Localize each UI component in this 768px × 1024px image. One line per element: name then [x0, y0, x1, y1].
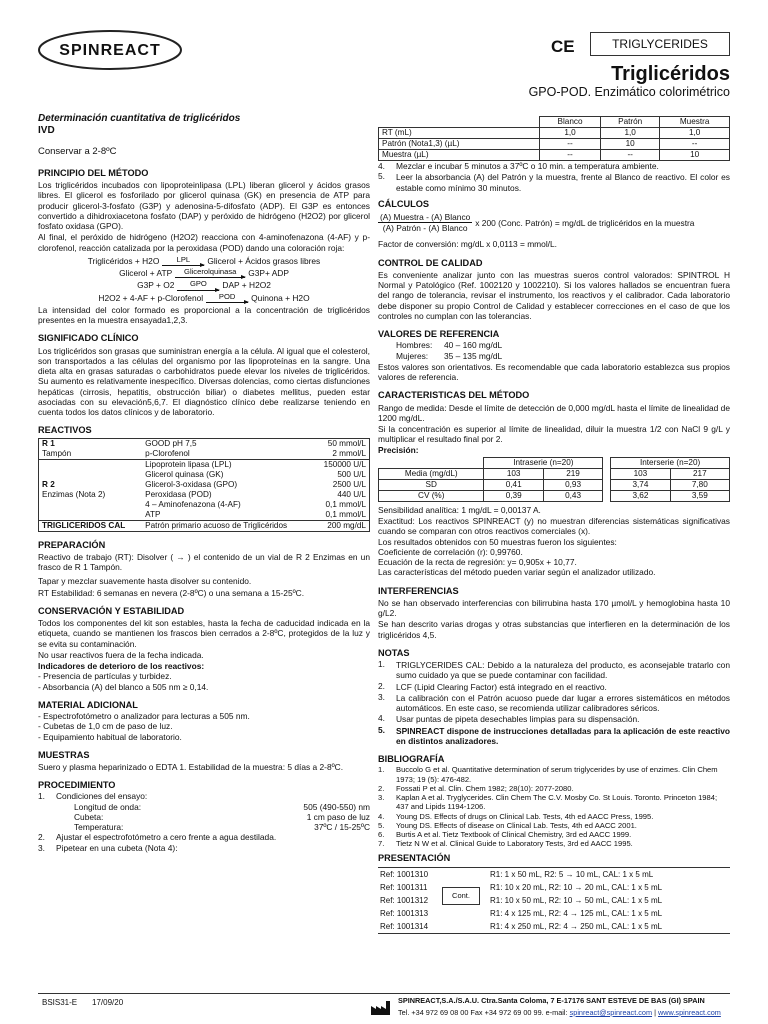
calc-denominator: (A) Patrón - (A) Blanco	[382, 223, 468, 234]
table-row: 4 – Aminofenazona (4-AF) 0,1 mmol/L	[145, 499, 366, 509]
conservacion-text: Todos los componentes del kit son estables, hasta la fecha de caducidad indicada en la etiqueta, cuando se mantienen los frascos bien cerrados a 2-8ºC, protegidos de la luz y se evita su contaminación.	[38, 618, 370, 649]
deterioro-heading: Indicadores de deterioro de los reactivos:	[38, 661, 205, 672]
condition-row: Longitud de onda: 505 (490-550) nm	[74, 801, 370, 812]
significado-heading: SIGNIFICADO CLÍNICO	[38, 333, 139, 344]
deterioro-item: - Presencia de partículas y turbidez.	[38, 671, 172, 682]
doc-title: Determinación cuantitativa de triglicéridos	[38, 113, 241, 124]
list-item: 5. Young DS. Effects of disease on Clinical Lab. Tests, 4th ed AACC 2001.	[378, 820, 637, 830]
conversion-factor: Factor de conversión: mg/dL x 0,0113 = mmol/L.	[378, 239, 557, 250]
table-row: CV (%) 0,39 0,43 3,62 3,59	[379, 490, 730, 501]
company-address: SPINREACT,S.A./S.A.U. Ctra.Santa Coloma, 7 E-17176 SANT ESTEVE DE BAS (GI) SPAIN	[398, 996, 705, 1005]
arrow-icon: LPL	[162, 255, 204, 266]
list-item: 1. Condiciones del ensayo:	[38, 791, 148, 802]
doc-date: 17/09/20	[92, 998, 124, 1007]
preparacion-heading: PREPARACIÓN	[38, 539, 106, 550]
deterioro-item: - Absorbancia (A) del blanco a 505 nm ≥ 0,14.	[38, 681, 209, 692]
arrow-icon: Glicerolquinasa	[175, 267, 245, 278]
list-item: 5. Leer la absorbancia (A) del Patrón y la muestra, frente al Blanco de reactivo. El color es estable como mínimo 30 minutos.	[378, 171, 730, 193]
preparacion-text-3: RT Estabilidad: 6 semanas en nevera (2-8ºC) o una semana a 15-25ºC.	[38, 587, 305, 598]
table-row: Muestra (µL) -- -- 10	[379, 150, 730, 161]
reaction-equations	[38, 255, 370, 303]
dilucion-text: Si la concentración es superior al límite de linealidad, diluir la muestra 1/2 con NaCl 9 g/L y multiplicar el resultado final por 2.	[378, 424, 730, 445]
table-header-row: Blanco Patrón Muestra	[379, 117, 730, 128]
muestras-text: Suero y plasma heparinizado o EDTA 1. Estabilidad de la muestra: 5 días a 2-8ºC.	[38, 761, 344, 772]
condition-row: Cubeta: 1 cm paso de luz	[74, 811, 370, 822]
list-item: 3. Kaplan A et al. Tryglycerides. Clin Chem The C.V. Mosby Co. St Louis. Toronto. Princeton 1984; 437 and Lipids 1194-1206.	[378, 793, 718, 812]
equation-row: H2O2 + 4-AF + p-Clorofenol POD Quinona + H2O	[98, 291, 310, 303]
equation-row: Triglicéridos + H2O LPL Glicerol + Ácidos grasos libres	[87, 254, 321, 266]
calculos-heading: CÁLCULOS	[378, 198, 430, 209]
storage-text: Conservar a 2-8ºC	[38, 146, 117, 158]
right-column	[378, 116, 730, 934]
page-subtitle: GPO-POD. Enzimático colorimétrico	[528, 85, 730, 99]
preparacion-text: Reactivo de trabajo (RT): Disolver ( → ) el contenido de un vial de R 2 Enzimas en un frasco de R 1 Tampón.	[38, 551, 370, 573]
procedimiento-heading: PROCEDIMIENTO	[38, 780, 116, 791]
arrow-icon: POD	[206, 292, 248, 303]
list-item: 4. Mezclar e incubar 5 minutos a 37ºC o 10 min. a temperatura ambiente.	[378, 161, 659, 171]
reference-row: Mujeres: 35 – 135 mg/dL	[396, 350, 503, 361]
list-item: 1. TRIGLYCERIDES CAL: Debido a la naturaleza del producto, es aconsejable tratarlo con sumo cuidado ya que se puede contaminar con facilidad.	[378, 659, 730, 681]
bibliografia-list	[378, 765, 730, 848]
product-box: TRIGLYCERIDES	[590, 32, 730, 56]
valores-referencia-text: Estos valores son orientativos. Es recomendable que cada laboratorio establezca sus propios valores de referencia.	[378, 361, 730, 383]
list-item: 2. Ajustar el espectrofotómetro a cero frente a agua destilada.	[38, 832, 277, 843]
table-row: Media (mg/dL) 103 219 103 217	[379, 468, 730, 479]
page-title: Triglicéridos	[611, 63, 730, 85]
caracteristicas-heading: CARACTERISTICAS DEL MÉTODO	[378, 390, 530, 401]
precision-table	[378, 457, 730, 502]
interferencias-text: No se han observado interferencias con bilirrubina hasta 170 µmol/L y hemoglobina hasta 10 g/L2.	[378, 597, 730, 619]
presentacion-heading: PRESENTACIÓN	[378, 852, 451, 863]
web-link[interactable]: www.spinreact.com	[658, 1008, 721, 1017]
valores-referencia-heading: VALORES DE REFERENCIA	[378, 329, 500, 340]
arrow-icon: GPO	[177, 279, 219, 290]
presentacion-table	[378, 867, 730, 934]
footer-rule	[38, 993, 730, 994]
table-row: Glicerol quinasa (GK) 500 U/L	[145, 469, 366, 479]
table-row: R 2 Glicerol-3-oxidasa (GPO) 2500 U/L	[42, 479, 366, 489]
table-row: Ref: 1001314 R1: 4 x 250 mL, R2: 4 → 250 mL, CAL: 1 x 5 mL	[380, 921, 663, 931]
table-row: Lipoprotein lipasa (LPL) 150000 U/L	[39, 459, 370, 470]
calc-numerator: (A) Muestra - (A) Blanco	[380, 211, 471, 222]
table-row: R 1 GOOD pH 7,5 50 mmol/L	[39, 438, 370, 449]
significado-text: Los triglicéridos son grasas que suministran energía a la célula. Al igual que el colesterol, son transportados a las células del organismo por las lipoproteínas en la sangre. Una dieta alta en grasas saturadas o carbohidratos puede elevar los niveles de triglicéridos. Su aumento es relativamente inespecífico. Diversas dolencias, como ciertas disfunciones hepáticas (cirrosis, hepatitis, obstrucción biliar) o diabetes mellitus, pueden estar asociadas con su elevación5,6,7. El diagnóstico clínico debe realizarse teniendo en cuenta todos los datos clínicos y de laboratorio.	[38, 345, 370, 418]
table-row: Ref: 1001313 R1: 4 x 125 mL, R2: 4 → 125 mL, CAL: 1 x 5 mL	[380, 908, 663, 918]
list-item: 1. Buccolo G et al. Quantitative determination of serum triglycerides by use of enzimes. Clin Chem 1973; 19 (5): 476-482.	[378, 765, 718, 784]
principio-heading: PRINCIPIO DEL MÉTODO	[38, 167, 149, 178]
principio-text: Los triglicéridos incubados con lipoproteinlipasa (LPL) liberan glicerol y ácidos grasos libres. El glicerol es fosforilado por glicerol quinasa (GK) en presencia de ATP para producir glicerol-3-fosfato (G3P) y adenosina-5-difosfato (ADP). El G3P es entonces convertido a dihidroxiacetona fosfato (DAP) y peróxido de hidrógeno (H2O2) por glicerol fosfato oxidasa (GPO).	[38, 180, 370, 232]
company-contact: Tel. +34 972 69 08 00 Fax +34 972 69 00 99. e-mail: spinreact@spinreact.com | www.spinreact.com	[398, 1008, 721, 1017]
list-item: 4. Usar puntas de pipeta desechables limpias para su dispensación.	[378, 713, 640, 725]
logo-text: SPINREACT	[59, 42, 161, 59]
sensibilidad-text: Sensibilidad analítica: 1 mg/dL = 0,00137 A.	[378, 504, 541, 515]
material-item: - Cubetas de 1,0 cm de paso de luz.	[38, 721, 173, 732]
list-item: 3. La calibración con el Patrón acuoso puede dar lugar a errores sistemáticos en métodos automáticos. En este caso, se recomienda utilizar calibradores séricos.	[378, 691, 730, 714]
list-item: 5. SPINREACT dispone de instrucciones detalladas para la aplicación de este reactivo en distintos analizadores.	[378, 724, 730, 746]
table-row: Enzimas (Nota 2) Peroxidasa (POD) 440 U/L	[42, 489, 366, 499]
reference-row: Hombres: 40 – 160 mg/dL	[396, 340, 503, 351]
equation-row: Glicerol + ATP Glicerolquinasa G3P+ ADP	[119, 267, 289, 279]
principio-text-3: La intensidad del color formado es proporcional a la concentración de triglicéridos presentes en la muestra ensayada1,2,3.	[38, 304, 370, 326]
table-row: Ref: 1001312 R1: 10 x 50 mL, R2: 10 → 50 mL, CAL: 1 x 5 mL	[380, 895, 663, 905]
table-header-row: Intraserie (n=20) Interserie (n=20)	[379, 457, 730, 468]
bibliografia-heading: BIBLIOGRAFÍA	[378, 754, 445, 765]
list-item: 2. LCF (Lipid Clearing Factor) está integrado en el reactivo.	[378, 680, 607, 692]
equation-row: G3P + O2 GPO DAP + H2O2	[137, 279, 271, 291]
list-item: 2. Fossati P et al. Clin. Chem 1982; 28(10): 2077-2080.	[378, 783, 574, 793]
table-row: Tampón p-Clorofenol 2 mmol/L	[42, 448, 366, 458]
table-row: RT (mL) 1,0 1,0 1,0	[379, 128, 730, 139]
result-line: Los resultados obtenidos con 50 muestras fueron los siguientes:	[378, 536, 617, 547]
notas-heading: NOTAS	[378, 647, 410, 658]
material-heading: MATERIAL ADICIONAL	[38, 699, 138, 710]
reactivos-heading: REACTIVOS	[38, 425, 92, 436]
list-item: 6. Burtis A et al. Tietz Textbook of Clinical Chemistry, 3rd ed AACC 1999.	[378, 830, 632, 840]
cont-box: Cont.	[442, 887, 480, 905]
list-item: 7. Tietz N W et al. Clinical Guide to Laboratory Tests, 3rd ed AACC 1995.	[378, 839, 633, 849]
table-row: SD 0,41 0,93 3,74 7,80	[379, 479, 730, 490]
exactitud-text: Exactitud: Los reactivos SPINREACT (y) no muestran diferencias sistemáticas significativas cuando se comparan con otros reactivos comerciales (x).	[378, 516, 730, 537]
spinreact-logo	[36, 28, 184, 72]
principio-text-2: Al final, el peróxido de hidrógeno (H2O2) reacciona con 4-aminofenazona (4-AF) y p-clorofenol, reacción catalizada por la peroxidasa (POD) dando una coloración roja:	[38, 232, 370, 253]
control-calidad-text: Es conveniente analizar junto con las muestras sueros control valorados: SPINTROL H Normal y Patológico (Ref. 1002120 y 1002210). Si los valores hallados se encuentran fuera del rango de tolerancia, revisar el instrumento, los reactivos y el calibrador. Cada laboratorio debe disponer su propio Control de Calidad y establecer correcciones en el caso de que los controles no cumplan con las tolerancias.	[378, 269, 730, 321]
left-column	[38, 113, 370, 853]
calc-tail: x 200 (Conc. Patrón) = mg/dL de triglicéridos en la muestra	[475, 217, 695, 228]
ce-mark: CE	[551, 37, 575, 56]
control-calidad-heading: CONTROL DE CALIDAD	[378, 257, 483, 268]
rango-medida-text: Rango de medida: Desde el límite de detección de 0,000 mg/dL hasta el límite de linealidad de 1200 mg/dL.	[378, 402, 730, 423]
result-line: Las características del método pueden variar según el analizador utilizado.	[378, 567, 656, 578]
conservacion-text-2: No usar reactivos fuera de la fecha indicada.	[38, 649, 204, 660]
email-link[interactable]: spinreact@spinreact.com	[569, 1008, 653, 1017]
doc-code: BSIS31-E	[42, 998, 78, 1007]
interferencias-heading: INTERFERENCIAS	[378, 585, 459, 596]
factory-icon	[370, 1000, 394, 1018]
result-line: Coeficiente de correlación (r): 0,99760.	[378, 546, 523, 557]
preparacion-text-2: Tapar y mezclar suavemente hasta disolver su contenido.	[38, 576, 252, 587]
conservacion-heading: CONSERVACIÓN Y ESTABILIDAD	[38, 605, 185, 616]
table-row: Ref: 1001311 R1: 10 x 20 mL, R2: 10 → 20 mL, CAL: 1 x 5 mL	[380, 882, 663, 892]
calc-formula	[378, 212, 730, 234]
interferencias-text-2: Se han descrito varias drogas y otras substancias que interfieren en la determinación de los triglicéridos 4,5.	[378, 619, 730, 640]
material-item: - Espectrofotómetro o analizador para lecturas a 505 nm.	[38, 711, 250, 722]
pipetting-table	[378, 116, 730, 161]
procedimiento-list	[38, 791, 370, 853]
table-row: Ref: 1001310 R1: 1 x 50 mL, R2: 5 → 10 mL, CAL: 1 x 5 mL	[380, 869, 654, 879]
precision-label: Precisión:	[378, 444, 419, 455]
notas-list	[378, 659, 730, 746]
list-item: 4. Young DS. Effects of drugs on Clinical Lab. Tests, 4th ed AACC Press, 1995.	[378, 811, 654, 821]
condition-row: Temperatura: 37ºC / 15-25ºC	[74, 822, 370, 833]
result-line: Ecuación de la recta de regresión: y= 0,905x + 10,77.	[378, 557, 577, 568]
material-item: - Equipamiento habitual de laboratorio.	[38, 731, 182, 742]
list-item: 3. Pipetear en una cubeta (Nota 4):	[38, 842, 178, 853]
ivd-label: IVD	[38, 125, 55, 137]
steps-list	[378, 161, 730, 193]
table-row: Patrón (Nota1,3) (µL) -- 10 --	[379, 139, 730, 150]
table-row: ATP 0,1 mmol/L	[145, 509, 366, 519]
reactivos-table	[38, 438, 370, 532]
muestras-heading: MUESTRAS	[38, 749, 90, 760]
table-row: TRIGLICERIDOS CAL Patrón primario acuoso de Triglicéridos 200 mg/dL	[39, 520, 370, 531]
